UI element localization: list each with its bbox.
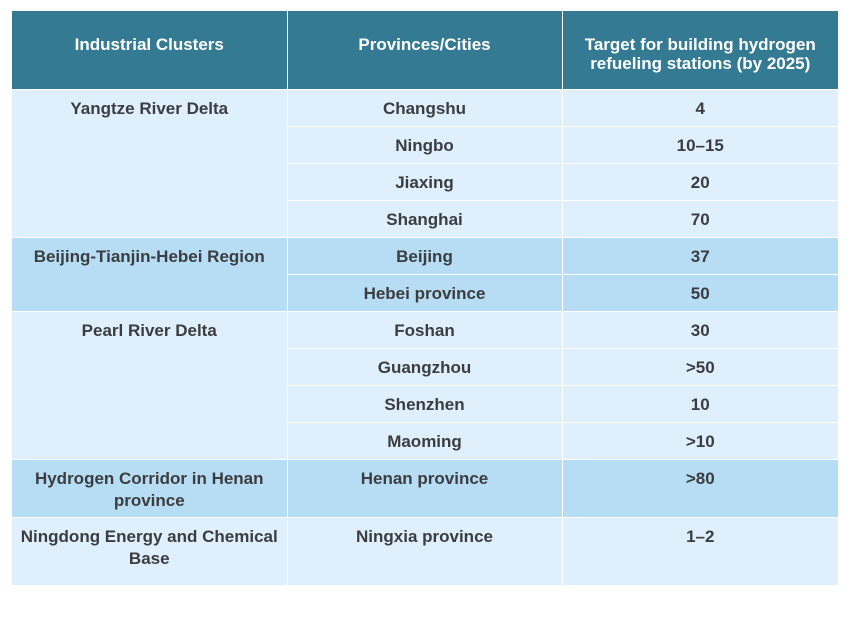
city-cell: Beijing [287,237,562,274]
target-cell: 10 [562,385,838,422]
city-cell: Maoming [287,422,562,459]
cluster-cell: Yangtze River Delta [12,89,287,237]
header-target: Target for building hydrogen refueling stations (by 2025) [562,11,838,89]
table-body [12,89,838,585]
city-cell: Shenzhen [287,385,562,422]
table-row [12,89,838,126]
city-cell: Hebei province [287,274,562,311]
table-row [12,459,838,517]
city-cell: Ningbo [287,126,562,163]
target-cell: >80 [562,459,838,517]
city-cell: Guangzhou [287,348,562,385]
target-cell: 1–2 [562,517,838,585]
cluster-cell: Hydrogen Corridor in Henan province [12,459,287,517]
city-cell: Henan province [287,459,562,517]
table-row [12,311,838,348]
table-row [12,517,838,585]
target-cell: 30 [562,311,838,348]
target-cell: 10–15 [562,126,838,163]
table-row [12,237,838,274]
city-cell: Changshu [287,89,562,126]
hydrogen-stations-table [12,11,838,585]
cluster-cell: Pearl River Delta [12,311,287,459]
target-cell: 37 [562,237,838,274]
target-cell: 50 [562,274,838,311]
city-cell: Shanghai [287,200,562,237]
target-cell: 20 [562,163,838,200]
city-cell: Jiaxing [287,163,562,200]
target-cell: 4 [562,89,838,126]
header-industrial-clusters: Industrial Clusters [12,11,287,89]
table-header [12,11,838,89]
target-cell: >50 [562,348,838,385]
city-cell: Ningxia province [287,517,562,585]
header-provinces-cities: Provinces/Cities [287,11,562,89]
header-row [12,11,838,89]
target-cell: >10 [562,422,838,459]
cluster-cell: Ningdong Energy and Chemical Base [12,517,287,585]
cluster-cell: Beijing-Tianjin-Hebei Region [12,237,287,311]
target-cell: 70 [562,200,838,237]
city-cell: Foshan [287,311,562,348]
